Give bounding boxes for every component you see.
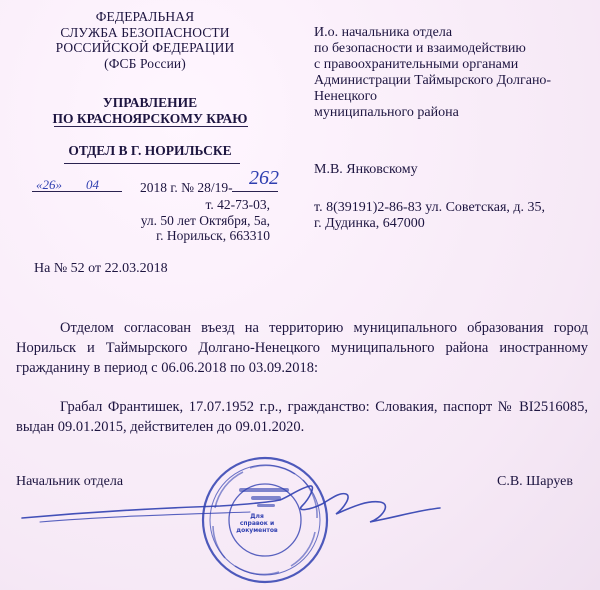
handwritten-month: 04	[86, 177, 99, 192]
recipient-name: М.В. Янковскому	[314, 162, 418, 177]
contact-line: т. 42-73-03,	[205, 197, 270, 212]
signatory-role: Начальник отдела	[16, 474, 124, 489]
department-underline	[54, 126, 248, 127]
outgoing-date-number	[30, 167, 290, 199]
recipient-title-line: Ненецкого	[314, 89, 378, 104]
recipient-address-line: г. Дудинка, 647000	[314, 216, 425, 231]
sender-org-line: ФЕДЕРАЛЬНАЯ	[95, 9, 195, 24]
seal-text-line: справок и	[239, 520, 275, 527]
number-underline	[232, 191, 278, 192]
reference-line: На № 52 от 22.03.2018	[34, 261, 168, 276]
sender-office: ОТДЕЛ В Г. НОРИЛЬСКЕ	[68, 143, 232, 158]
signatory-name: С.В. Шаруев	[497, 474, 573, 489]
contact-line: г. Норильск, 663310	[156, 228, 270, 243]
sender-contacts	[70, 197, 270, 244]
sender-org	[30, 9, 260, 71]
recipient-address-line: т. 8(39191)2-86-83 ул. Советская, д. 35,	[314, 200, 546, 215]
recipient-title-line: с правоохранительными органами	[314, 57, 519, 72]
recipient-title-line: И.о. начальника отдела	[314, 25, 453, 40]
handwritten-number: 262	[249, 167, 279, 189]
body-paragraph-2: Грабал Франтишек, 17.07.1952 г.р., гражданство: Словакия, паспорт № BI2516085, выдан 09.01.2015, действителен до 09.01.2020.	[16, 399, 588, 435]
sender-department	[30, 95, 270, 127]
recipient-title-line: Администрации Таймырского Долгано-	[314, 73, 552, 88]
sender-department-line: ПО КРАСНОЯРСКОМУ КРАЮ	[52, 111, 248, 126]
sender-department-line: УПРАВЛЕНИЕ	[102, 95, 198, 110]
date-underline	[32, 191, 122, 192]
contact-line: ул. 50 лет Октября, 5а,	[140, 212, 270, 228]
recipient-title	[314, 25, 594, 121]
sender-org-line: СЛУЖБА БЕЗОПАСНОСТИ	[60, 24, 230, 40]
recipient-title-line: по безопасности и взаимодействию	[314, 41, 526, 56]
office-underline	[64, 163, 240, 164]
recipient-title-line: муниципального района	[314, 105, 459, 120]
body-paragraph-1: Отделом согласован въезд на территорию муниципального образования город Норильск и Таймырского Долгано-Ненецкого муниципального района иностранному гражданину в период с 06.06.2018 по 03.09.2018:	[16, 320, 588, 376]
seal-text-line: Для	[250, 513, 264, 520]
sender-org-line: РОССИЙСКОЙ ФЕДЕРАЦИИ	[55, 40, 235, 55]
handwritten-day: «26»	[36, 177, 62, 192]
recipient-address	[314, 200, 594, 232]
outgoing-number-typed: 2018 г. № 28/19-	[140, 180, 233, 195]
handwritten-signature-icon	[10, 478, 450, 538]
sender-org-line: (ФСБ России)	[104, 55, 186, 71]
seal-text-line: документов	[236, 527, 278, 534]
